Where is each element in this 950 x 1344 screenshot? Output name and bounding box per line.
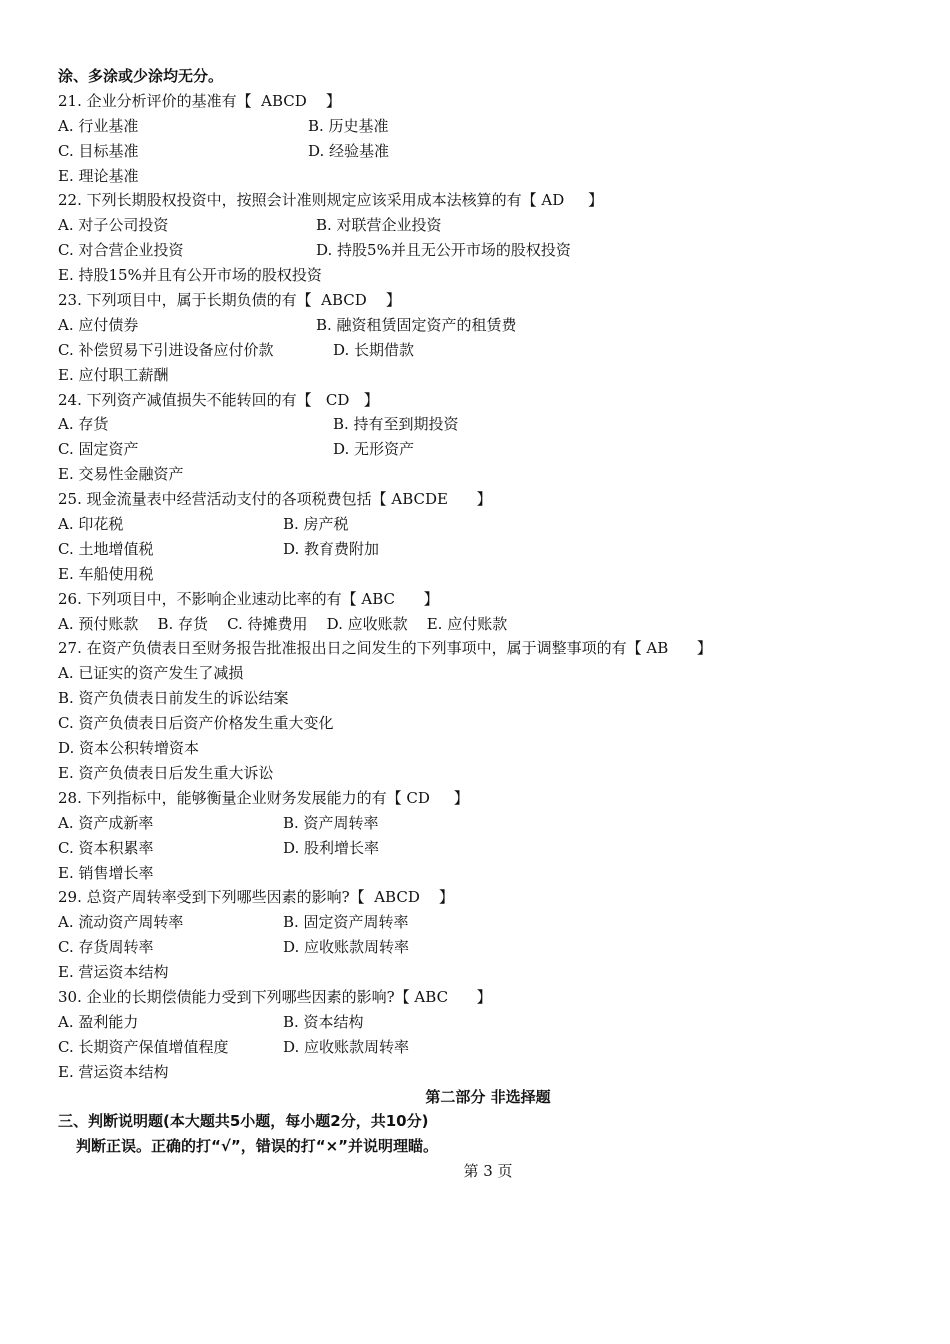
question-21-row-ab xyxy=(58,114,918,139)
question-27-stem: 27. 在资产负债表日至财务报告批准报出日之间发生的下列事项中，属于调整事项的有【 AB 】 xyxy=(58,639,712,658)
part-two-title: 第二部分 非选择题 xyxy=(425,1087,551,1106)
question-30-row-ab xyxy=(58,1010,918,1035)
option-b: B. 资本结构 xyxy=(283,1012,364,1031)
option-a: A. 存货 xyxy=(58,415,109,434)
question-29-stem: 29. 总资产周转率受到下列哪些因素的影响?【 ABCD 】 xyxy=(58,888,454,907)
option-c: C. 存货周转率 xyxy=(58,938,154,957)
option-a: A. 行业基准 xyxy=(58,116,139,135)
option-b: B. 历史基准 xyxy=(308,116,389,135)
question-22-row-cd xyxy=(58,238,918,263)
option-a: A. 盈利能力 xyxy=(58,1012,139,1031)
option-a: A. 流动资产周转率 xyxy=(58,913,184,932)
question-21-row-cd xyxy=(58,139,918,164)
exam-page xyxy=(58,64,918,1184)
option-a: A. 印花税 xyxy=(58,515,124,534)
option-d: D. 应收账款周转率 xyxy=(283,938,410,957)
question-22-stem: 22. 下列长期股权投资中，按照会计准则规定应该采用成本法核算的有【 AD 】 xyxy=(58,191,604,210)
option-a: A. 对子公司投资 xyxy=(58,216,169,235)
question-25-row-ab xyxy=(58,512,918,537)
section-three-title: 三、判断说明题(本大题共5小题，每小题2分，共10分) xyxy=(58,1112,429,1131)
option-e: E. 理论基准 xyxy=(58,166,139,185)
option-d: D. 无形资产 xyxy=(333,440,415,459)
option-d: D. 经验基准 xyxy=(308,141,390,160)
question-23-row-ab xyxy=(58,313,918,338)
page-footer: 第 3 页 xyxy=(463,1162,513,1181)
option-e: E. 销售增长率 xyxy=(58,863,154,882)
question-29-row-cd xyxy=(58,935,918,960)
option-d: D. 股利增长率 xyxy=(283,838,380,857)
option-b: B. 融资租赁固定资产的租赁费 xyxy=(316,315,517,334)
question-23-row-cd xyxy=(58,338,918,363)
option-b: B. 固定资产周转率 xyxy=(283,913,409,932)
option-a: A. 应付债券 xyxy=(58,315,139,334)
option-e: E. 营运资本结构 xyxy=(58,963,169,982)
option-b: B. 资产周转率 xyxy=(283,813,379,832)
section-three-instruction: 判断正误。正确的打“√”，错误的打“×”并说明理瞄。 xyxy=(76,1137,439,1156)
option-a: A. 已证实的资产发生了减损 xyxy=(58,664,244,683)
option-a: A. 资产成新率 xyxy=(58,813,154,832)
question-24-row-cd xyxy=(58,437,918,462)
question-29-row-ab xyxy=(58,910,918,935)
option-e: E. 资产负债表日后发生重大诉讼 xyxy=(58,763,274,782)
question-26-stem: 26. 下列项目中，不影响企业速动比率的有【 ABC 】 xyxy=(58,589,439,608)
option-d: D. 长期借款 xyxy=(333,340,415,359)
option-c: C. 目标基准 xyxy=(58,141,139,160)
intro-note: 涂、多涂或少涂均无分。 xyxy=(58,67,224,85)
question-28-row-ab xyxy=(58,811,918,836)
question-26-options: A. 预付账款 B. 存货 C. 待摊费用 D. 应收账款 E. 应付账款 xyxy=(58,614,508,633)
question-25-stem: 25. 现金流量表中经营活动支付的各项税费包括【 ABCDE 】 xyxy=(58,490,492,509)
option-e: E. 车船使用税 xyxy=(58,564,154,583)
question-23-stem: 23. 下列项目中，属于长期负债的有【 ABCD 】 xyxy=(58,291,401,310)
option-b: B. 对联营企业投资 xyxy=(316,216,442,235)
question-21-stem: 21. 企业分析评价的基准有【 ABCD 】 xyxy=(58,91,341,110)
option-d: D. 教育费附加 xyxy=(283,539,380,558)
question-24-stem: 24. 下列资产减值损失不能转回的有【 CD 】 xyxy=(58,390,379,409)
question-30-stem: 30. 企业的长期偿债能力受到下列哪些因素的影响?【 ABC 】 xyxy=(58,987,492,1006)
question-28-stem: 28. 下列指标中，能够衡量企业财务发展能力的有【 CD 】 xyxy=(58,788,469,807)
question-28-row-cd xyxy=(58,836,918,861)
question-30-row-cd xyxy=(58,1035,918,1060)
option-c: C. 土地增值税 xyxy=(58,539,154,558)
option-e: E. 持股15%并且有公开市场的股权投资 xyxy=(58,266,322,285)
question-25-row-cd xyxy=(58,537,918,562)
option-b: B. 房产税 xyxy=(283,515,349,534)
option-d: D. 持股5%并且无公开市场的股权投资 xyxy=(316,241,571,260)
option-e: E. 营运资本结构 xyxy=(58,1062,169,1081)
question-24-row-ab xyxy=(58,412,918,437)
option-c: C. 补偿贸易下引进设备应付价款 xyxy=(58,340,274,359)
option-e: E. 交易性金融资产 xyxy=(58,465,184,484)
option-c: C. 固定资产 xyxy=(58,440,139,459)
option-e: E. 应付职工薪酬 xyxy=(58,365,169,384)
option-c: C. 对合营企业投资 xyxy=(58,241,184,260)
option-d: D. 应收账款周转率 xyxy=(283,1037,410,1056)
option-c: C. 资本积累率 xyxy=(58,838,154,857)
option-d: D. 资本公积转增资本 xyxy=(58,739,200,758)
option-b: B. 资产负债表日前发生的诉讼结案 xyxy=(58,689,289,708)
option-c: C. 长期资产保值增值程度 xyxy=(58,1037,229,1056)
option-b: B. 持有至到期投资 xyxy=(333,415,459,434)
question-22-row-ab xyxy=(58,213,918,238)
option-c: C. 资产负债表日后资产价格发生重大变化 xyxy=(58,714,334,733)
